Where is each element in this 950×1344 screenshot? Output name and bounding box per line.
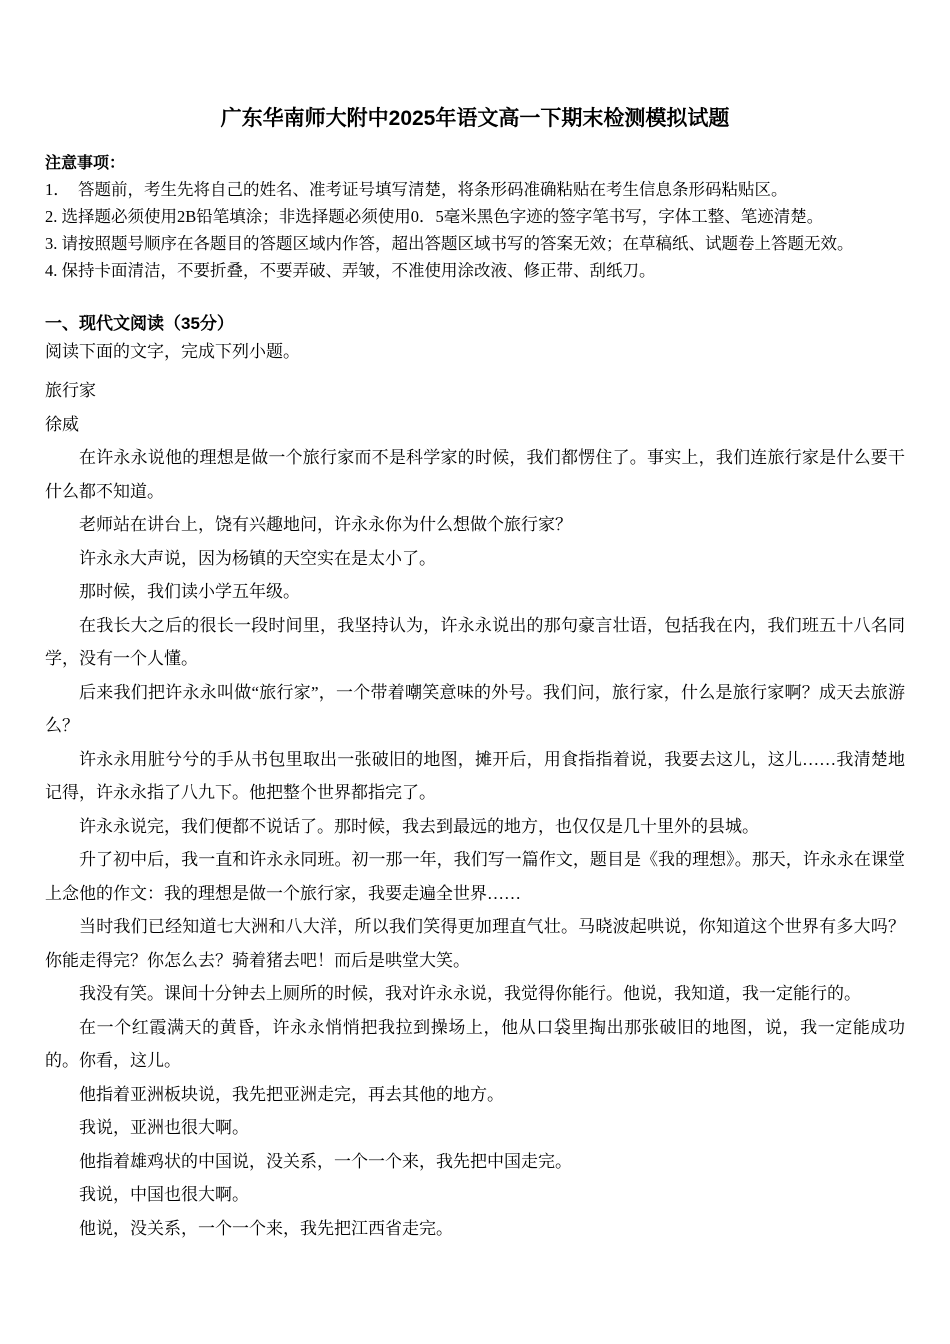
notice-item: 1． 答题前，考生先将自己的姓名、准考证号填写清楚，将条形码准确粘贴在考生信息条形码粘贴区。 [45,180,788,199]
section-heading: 一、现代文阅读（35分） [45,314,234,333]
article-paragraph: 当时我们已经知道七大洲和八大洋，所以我们笑得更加理直气壮。马晓波起哄说，你知道这个世界有多大吗？你能走得完？你怎么去？骑着猪去吧！而后是哄堂大笑。 [45,917,905,970]
article-author: 徐威 [45,414,79,434]
article-paragraph: 后来我们把许永永叫做“旅行家”，一个带着嘲笑意味的外号。我们问，旅行家，什么是旅行家啊？成天去旅游么？ [45,682,905,735]
section-reading [45,312,905,364]
article-paragraph: 许永永大声说，因为杨镇的天空实在是太小了。 [79,548,436,568]
article-paragraph: 他指着雄鸡状的中国说，没关系，一个一个来，我先把中国走完。 [79,1151,572,1171]
article-paragraph: 那时候，我们读小学五年级。 [79,582,300,601]
article-paragraph: 我说，中国也很大啊。 [79,1185,249,1204]
page-title: 广东华南师大附中2025年语文高一下期末检测模拟试题 [220,107,730,130]
article-paragraph: 老师站在讲台上，饶有兴趣地问，许永永你为什么想做个旅行家？ [79,515,572,534]
article-paragraph: 我说，亚洲也很大啊。 [79,1118,249,1137]
notice-item: 3. 请按照题号顺序在各题目的答题区域内作答，超出答题区域书写的答案无效；在草稿纸、试题卷上答题无效。 [45,234,854,253]
article-paragraph: 升了初中后，我一直和许永永同班。初一那一年，我们写一篇作文，题目是《我的理想》。那天，许永永在课堂上念他的作文：我的理想是做一个旅行家，我要走遍全世界…… [45,850,905,903]
article-paragraph: 在一个红霞满天的黄昏，许永永悄悄把我拉到操场上，他从口袋里掏出那张破旧的地图，说，我一定能成功的。你看，这儿。 [45,1017,905,1070]
article-paragraph: 许永永说完，我们便都不说话了。那时候，我去到最远的地方，也仅仅是几十里外的县城。 [79,816,759,836]
article-title: 旅行家 [45,381,96,400]
notice-heading: 注意事项： [45,155,126,172]
article-paragraph: 在许永永说他的理想是做一个旅行家而不是科学家的时候，我们都愣住了。事实上，我们连旅行家是什么要干什么都不知道。 [45,448,905,501]
reading-article [45,374,905,1245]
article-paragraph: 他指着亚洲板块说，我先把亚洲走完，再去其他的地方。 [79,1084,504,1104]
article-paragraph: 在我长大之后的很长一段时间里，我坚持认为，许永永说出的那句豪言壮语，包括我在内，我们班五十八名同学，没有一个人懂。 [45,615,905,668]
article-paragraph: 他说，没关系，一个一个来，我先把江西省走完。 [79,1218,453,1238]
notice-item: 4. 保持卡面清洁，不要折叠，不要弄破、弄皱，不准使用涂改液、修正带、刮纸刀。 [45,261,656,280]
notice-item: 2. 选择题必须使用2B铅笔填涂；非选择题必须使用0．5毫米黑色字迹的签字笔书写，字体工整、笔迹清楚。 [45,207,824,226]
section-instruction: 阅读下面的文字，完成下列小题。 [45,342,300,361]
notice-block [45,152,905,284]
article-paragraph: 许永永用脏兮兮的手从书包里取出一张破旧的地图，摊开后，用食指指着说，我要去这儿，这儿……我清楚地记得，许永永指了八九下。他把整个世界都指完了。 [45,749,905,802]
article-paragraph: 我没有笑。课间十分钟去上厕所的时候，我对许永永说，我觉得你能行。他说，我知道，我一定能行的。 [79,984,861,1003]
